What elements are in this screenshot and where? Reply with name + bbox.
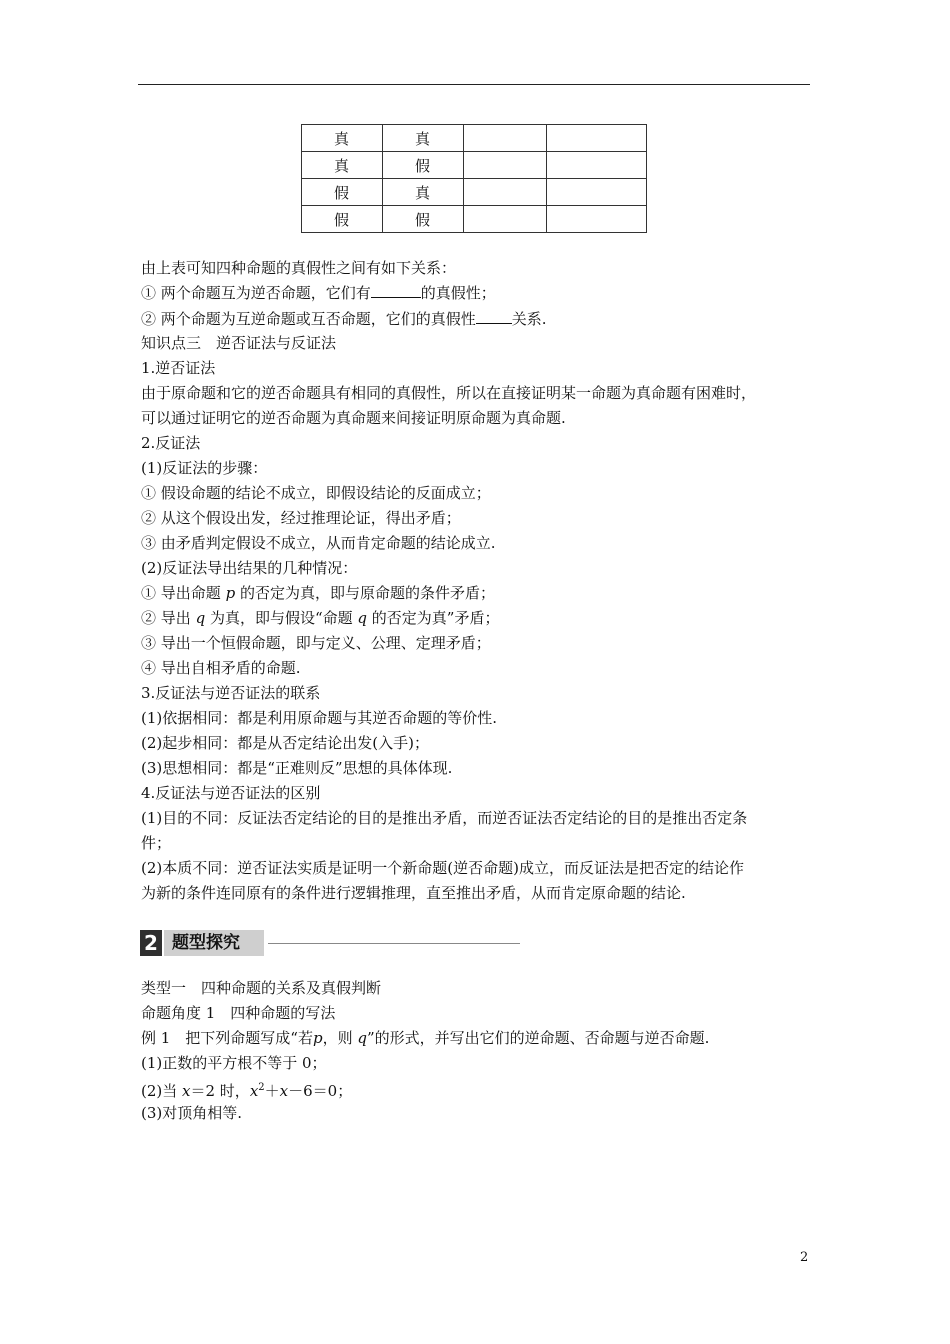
text-line: 2.反证法 [141, 434, 201, 452]
text-line: ③ 由矛盾判定假设不成立，从而肯定命题的结论成立. [141, 534, 496, 552]
text-line: (1)依据相同：都是利用原命题与其逆否命题的等价性. [141, 709, 498, 727]
text-line: (2)反证法导出结果的几种情况： [141, 559, 358, 577]
table-row [302, 206, 647, 233]
text-line [141, 1028, 709, 1048]
table-cell-empty [547, 206, 647, 233]
table-cell-empty [547, 179, 647, 206]
text-line: (1)正数的平方根不等于 0； [141, 1054, 327, 1072]
math-var: x [279, 1082, 289, 1100]
table-cell: 真 [302, 152, 383, 179]
text-span: ① 导出命题 [141, 584, 221, 602]
text-span: 的否定为真”矛盾； [371, 609, 500, 627]
text-line: ③ 导出一个恒假命题，即与定义、公理、定理矛盾； [141, 634, 491, 652]
fill-blank [371, 283, 421, 298]
text-line: (2)起步相同：都是从否定结论出发(入手)； [141, 734, 429, 752]
text-line: ④ 导出自相矛盾的命题. [141, 659, 301, 677]
table-cell: 假 [302, 206, 383, 233]
text-line: (1)反证法的步骤： [141, 459, 268, 477]
text-line: (1)目的不同：反证法否定结论的目的是推出矛盾，而逆否证法否定结论的目的是推出否定条 [141, 809, 748, 827]
page-number: 2 [800, 1250, 809, 1265]
table-row [302, 152, 647, 179]
text-line [141, 1078, 352, 1101]
table-cell: 假 [383, 152, 464, 179]
text-line: 命题角度 1 四种命题的写法 [141, 1004, 336, 1022]
text-span: 的真假性； [420, 284, 496, 302]
table-cell-empty [547, 125, 647, 152]
text-line: (3)思想相同：都是“正难则反”思想的具体体现. [141, 759, 453, 777]
math-var: q [357, 609, 368, 627]
table-cell: 真 [383, 125, 464, 152]
text-line: (3)对顶角相等. [141, 1104, 243, 1122]
text-line: 1.逆否证法 [141, 359, 216, 377]
truth-table [301, 124, 647, 233]
text-span: 关系. [511, 310, 547, 328]
table-row [302, 125, 647, 152]
text-line: (2)本质不同：逆否证法实质是证明一个新命题(逆否命题)成立，而反证法是把否定的结论作 [141, 859, 744, 877]
math-var: q [357, 1029, 367, 1047]
text-line [141, 608, 499, 628]
text-line: 3.反证法与逆否证法的联系 [141, 684, 321, 702]
math-var: p [225, 584, 236, 602]
section-heading: 知识点三 逆否证法与反证法 [141, 334, 337, 352]
text-span: (2)当 [141, 1082, 178, 1100]
text-line: 为新的条件连同原有的条件进行逻辑推理，直至推出矛盾，从而肯定原命题的结论. [141, 884, 686, 902]
text-span: ② 导出 [141, 609, 191, 627]
text-span: ”的形式，并写出它们的逆命题、否命题与逆否命题. [367, 1029, 710, 1047]
text-line: ② 从这个假设出发，经过推理论证，得出矛盾； [141, 509, 461, 527]
math-var: x [249, 1082, 259, 1100]
fill-blank [476, 309, 512, 324]
text-line [141, 583, 495, 603]
table-cell-empty [464, 206, 547, 233]
math-var: p [312, 1029, 323, 1047]
section-label: 题型探究 [164, 930, 264, 956]
header-rule [138, 84, 810, 85]
section-rule [268, 943, 520, 944]
text-span: －6＝0； [288, 1082, 353, 1100]
text-line: 件； [141, 834, 172, 852]
text-line: 由上表可知四种命题的真假性之间有如下关系： [141, 259, 457, 277]
text-line: 由于原命题和它的逆否命题具有相同的真假性，所以在直接证明某一命题为真命题有困难时， [141, 384, 757, 402]
table-cell-empty [547, 152, 647, 179]
text-line: 4.反证法与逆否证法的区别 [141, 784, 321, 802]
text-span: ＋ [264, 1082, 280, 1100]
section-number: 2 [140, 930, 162, 956]
math-var: q [195, 609, 206, 627]
table-cell: 真 [383, 179, 464, 206]
text-line: ① 假设命题的结论不成立，即假设结论的反面成立； [141, 484, 491, 502]
text-span: ② 两个命题为互逆命题或互否命题，它们的真假性 [141, 310, 476, 328]
text-span: ，则 [322, 1029, 353, 1047]
text-span: ＝2 时， [190, 1082, 250, 1100]
text-line [141, 283, 496, 303]
table-cell-empty [464, 125, 547, 152]
table-row [302, 179, 647, 206]
text-span: 的否定为真，即与原命题的条件矛盾； [239, 584, 495, 602]
table-cell-empty [464, 152, 547, 179]
math-var: x [182, 1082, 191, 1100]
text-span: ① 两个命题互为逆否命题，它们有 [141, 284, 371, 302]
table-cell-empty [464, 179, 547, 206]
table-cell: 假 [302, 179, 383, 206]
superscript: 2 [258, 1082, 265, 1093]
text-line [141, 309, 547, 329]
text-line: 可以通过证明它的逆否命题为真命题来间接证明原命题为真命题. [141, 409, 566, 427]
text-span: 为真，即与假设“命题 [209, 609, 353, 627]
text-span: 例 1 把下列命题写成“若 [141, 1029, 313, 1047]
table-cell: 真 [302, 125, 383, 152]
table-cell: 假 [383, 206, 464, 233]
text-line: 类型一 四种命题的关系及真假判断 [141, 979, 382, 997]
